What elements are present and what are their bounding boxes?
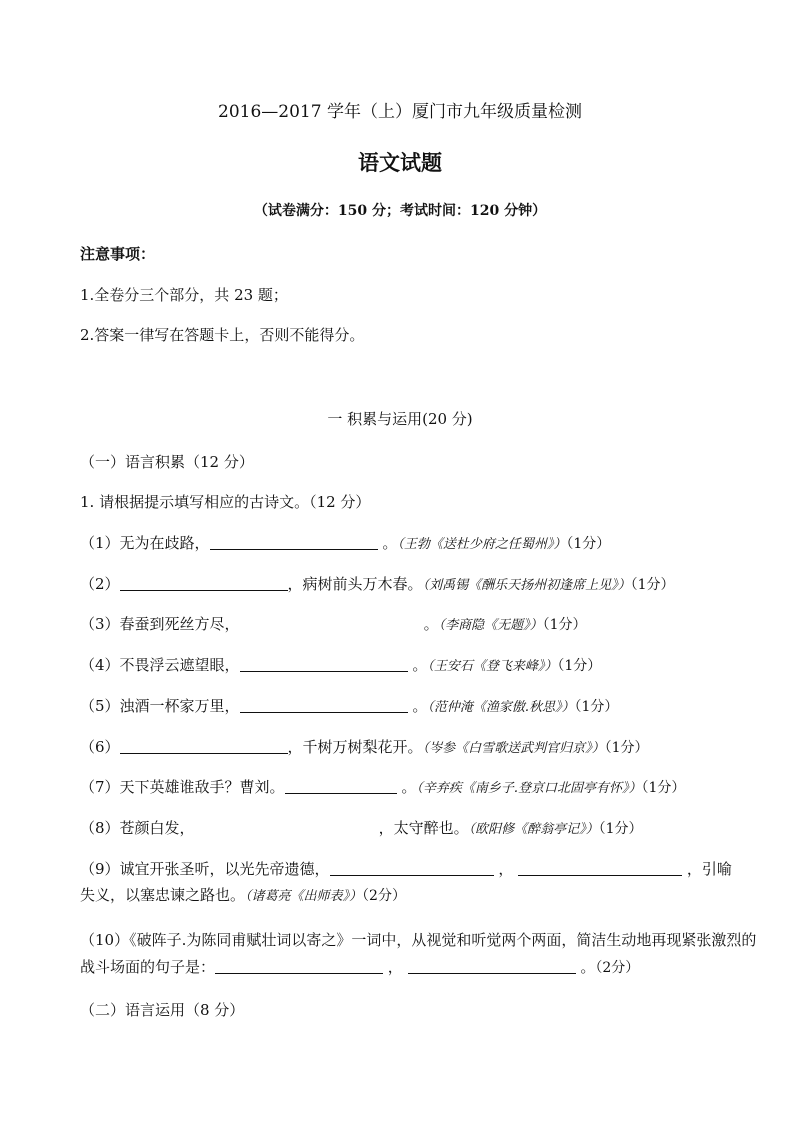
item-source: （王安石《登飞来峰》） [427,659,558,674]
section-language-accumulation: （一）语言积累（12 分） [80,453,254,471]
item-number: （4） [80,656,120,674]
note-item-1: 1.全卷分三个部分，共 23 题； [80,286,288,304]
item-number: （6） [80,738,120,756]
item-points: （2分） [595,960,640,976]
item-prompt: 天下英雄谁敌手？曹刘。 [119,778,285,796]
answer-blank[interactable] [285,778,397,794]
item-number: （8） [80,819,120,837]
answer-blank-2[interactable] [518,860,682,876]
item-prompt: 诚宜开张圣听，以光先帝遗德， [119,860,330,878]
item-continuation: 战斗场面的句子是： [80,958,216,976]
item-suffix: 。 [412,697,428,715]
poem-item-7 [80,777,685,799]
item-prompt: 浊酒一杯家万里， [119,697,240,715]
poem-item-4 [80,655,601,677]
item-continuation: 失义，以塞忠谏之路也。 [80,886,246,904]
question-1: 1. 请根据提示填写相应的古诗文。（12 分） [80,493,371,511]
item-points: （1分） [598,821,643,837]
item-number: （2） [80,575,120,593]
item-suffix: ，病树前头万木春。 [287,575,423,593]
item-separator: ， [498,860,514,878]
item-suffix: 。 [382,534,398,552]
item-separator: ， [387,958,403,976]
item-number: （5） [80,697,120,715]
item-points: （1分） [574,699,619,715]
item-number: （10） [80,931,130,949]
part1-title: 一 积累与运用(20 分) [327,410,473,428]
item-points: （2分） [362,888,406,904]
item-points: （1分） [604,740,649,756]
item-suffix: 。 [401,778,417,796]
item-suffix: ，太守醉也。 [378,819,469,837]
poem-item-1 [80,533,610,555]
item-suffix: 。 [580,958,596,976]
answer-blank-1[interactable] [330,860,494,876]
item-number: （9） [80,860,120,878]
poem-item-9-cont [80,885,406,907]
item-prompt: 《破阵子.为陈同甫赋壮词以寄之》一词中，从视觉和听觉两个两面，简洁生动地再现紧张激烈的 [129,931,757,949]
item-source: （王勃《送杜少府之任蜀州》） [397,537,567,552]
item-points: （1分） [542,617,587,633]
poem-item-3 [80,614,587,636]
item-prompt: 不畏浮云遮望眼， [119,656,240,674]
item-prompt: 春蚕到死丝方尽， [119,615,240,633]
item-source: （辛弃疾《南乡子.登京口北固亭有怀》） [416,781,642,796]
item-source: （诸葛亮《出师表》） [245,889,363,904]
item-prompt: 苍颜白发， [119,819,195,837]
item-suffix: ，引喻 [686,860,732,878]
answer-blank[interactable] [240,697,408,713]
answer-blank[interactable] [120,575,288,591]
answer-blank[interactable] [240,656,408,672]
item-source: （岑参《白雪歌送武判官归京》） [422,741,605,756]
poem-item-9 [80,859,732,879]
item-points: （1分） [630,577,675,593]
item-number: （7） [80,778,120,796]
subject-title: 语文试题 [358,150,442,175]
item-source: （李商隐《无题》） [438,618,543,633]
item-suffix: 。 [412,656,428,674]
exam-title: 2016—2017 学年（上）厦门市九年级质量检测 [218,102,582,122]
item-points: （1分） [557,658,602,674]
item-suffix: ，千树万树梨花开。 [287,738,423,756]
poem-item-2 [80,574,675,596]
answer-blank[interactable] [120,738,288,754]
answer-blank-2[interactable] [408,958,576,974]
item-source: （刘禹锡《酬乐天扬州初逢席上见》） [422,578,631,593]
exam-info: （试卷满分：150 分；考试时间：120 分钟） [253,203,547,219]
item-suffix: 。 [423,615,439,633]
answer-blank[interactable] [210,534,378,550]
poem-item-6 [80,737,649,759]
note-item-2: 2.答案一律写在答题卡上，否则不能得分。 [80,326,365,344]
section-language-use: （二）语言运用（8 分） [80,1001,245,1019]
item-source: （范仲淹《渔家傲.秋思》） [427,700,575,715]
notes-heading: 注意事项： [80,245,156,263]
item-points: （1分） [566,536,611,552]
answer-blank-1[interactable] [215,958,383,974]
item-prompt: 无为在歧路， [119,534,210,552]
item-points: （1分） [641,780,686,796]
item-source: （欧阳修《醉翁亭记》） [468,822,599,837]
poem-item-8 [80,818,643,840]
poem-item-5 [80,696,618,718]
poem-item-10-cont [80,957,639,978]
poem-item-10 [80,930,756,950]
item-number: （1） [80,534,120,552]
item-number: （3） [80,615,120,633]
